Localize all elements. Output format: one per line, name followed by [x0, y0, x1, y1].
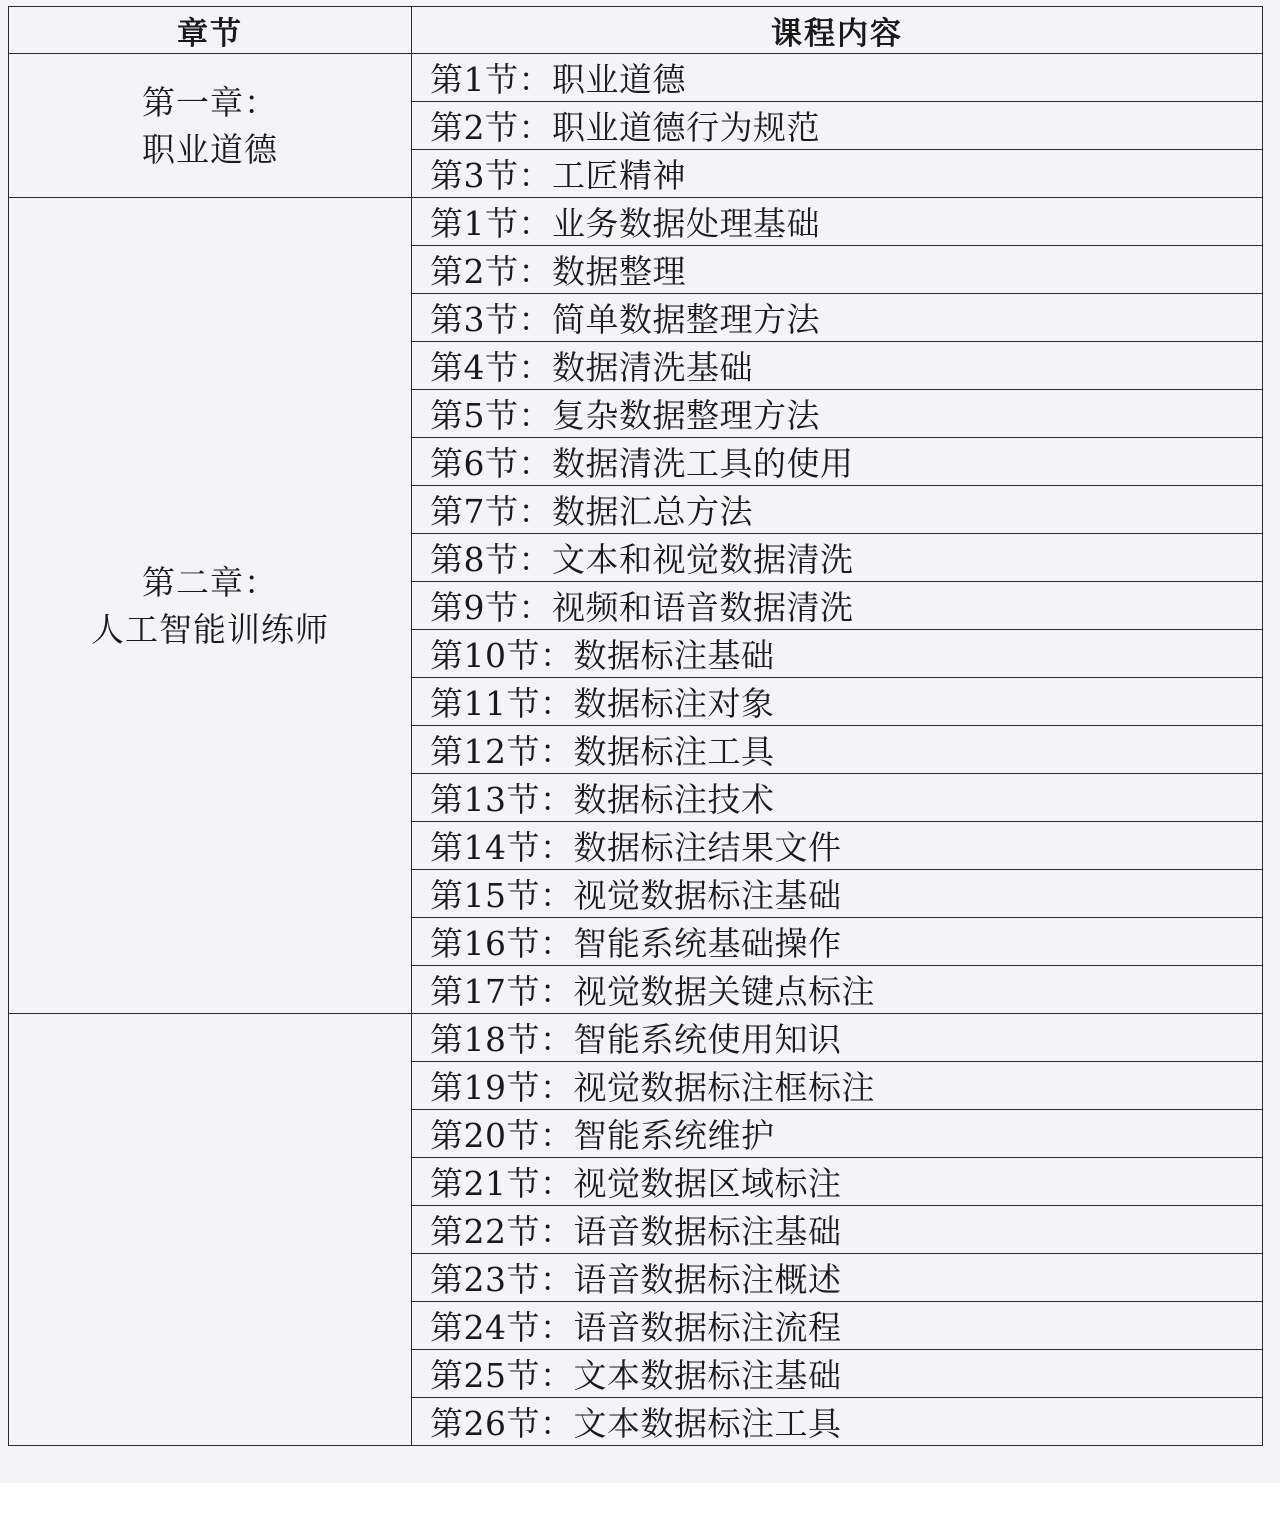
section-cell: 第25节：文本数据标注基础 [412, 1350, 1263, 1398]
bottom-margin [0, 1483, 1280, 1513]
table-body [9, 54, 1263, 1446]
chapter-number: 第一章： [142, 82, 278, 122]
section-cell: 第14节：数据标注结果文件 [412, 822, 1263, 870]
section-cell: 第1节：职业道德 [412, 54, 1263, 102]
section-cell: 第8节：文本和视觉数据清洗 [412, 534, 1263, 582]
section-cell: 第10节：数据标注基础 [412, 630, 1263, 678]
section-cell: 第5节：复杂数据整理方法 [412, 390, 1263, 438]
chapter-cell [9, 54, 412, 198]
chapter-number: 第二章： [142, 562, 278, 602]
table-row [9, 198, 1263, 246]
chapter-title: 人工智能训练师 [91, 609, 329, 649]
section-cell: 第7节：数据汇总方法 [412, 486, 1263, 534]
section-cell: 第4节：数据清洗基础 [412, 342, 1263, 390]
section-cell: 第24节：语音数据标注流程 [412, 1302, 1263, 1350]
section-cell: 第9节：视频和语音数据清洗 [412, 582, 1263, 630]
content-column-header: 课程内容 [412, 7, 1263, 54]
section-cell: 第6节：数据清洗工具的使用 [412, 438, 1263, 486]
chapter-title: 职业道德 [142, 129, 278, 169]
table-row [9, 54, 1263, 102]
section-cell: 第2节：数据整理 [412, 246, 1263, 294]
table-row [9, 1014, 1263, 1062]
section-cell: 第16节：智能系统基础操作 [412, 918, 1263, 966]
section-cell: 第26节：文本数据标注工具 [412, 1398, 1263, 1446]
section-cell: 第11节：数据标注对象 [412, 678, 1263, 726]
course-table [8, 6, 1263, 1446]
section-cell: 第13节：数据标注技术 [412, 774, 1263, 822]
section-cell: 第21节：视觉数据区域标注 [412, 1158, 1263, 1206]
section-cell: 第3节：简单数据整理方法 [412, 294, 1263, 342]
section-cell: 第22节：语音数据标注基础 [412, 1206, 1263, 1254]
chapter-cell [9, 198, 412, 1014]
section-cell: 第19节：视觉数据标注框标注 [412, 1062, 1263, 1110]
table-header-row [9, 7, 1263, 54]
chapter-cell [9, 1014, 412, 1446]
section-cell: 第17节：视觉数据关键点标注 [412, 966, 1263, 1014]
section-cell: 第1节：业务数据处理基础 [412, 198, 1263, 246]
section-cell: 第23节：语音数据标注概述 [412, 1254, 1263, 1302]
section-cell: 第3节：工匠精神 [412, 150, 1263, 198]
section-cell: 第12节：数据标注工具 [412, 726, 1263, 774]
section-cell: 第15节：视觉数据标注基础 [412, 870, 1263, 918]
section-cell: 第20节：智能系统维护 [412, 1110, 1263, 1158]
section-cell: 第2节：职业道德行为规范 [412, 102, 1263, 150]
section-cell: 第18节：智能系统使用知识 [412, 1014, 1263, 1062]
chapter-column-header: 章节 [9, 7, 412, 54]
